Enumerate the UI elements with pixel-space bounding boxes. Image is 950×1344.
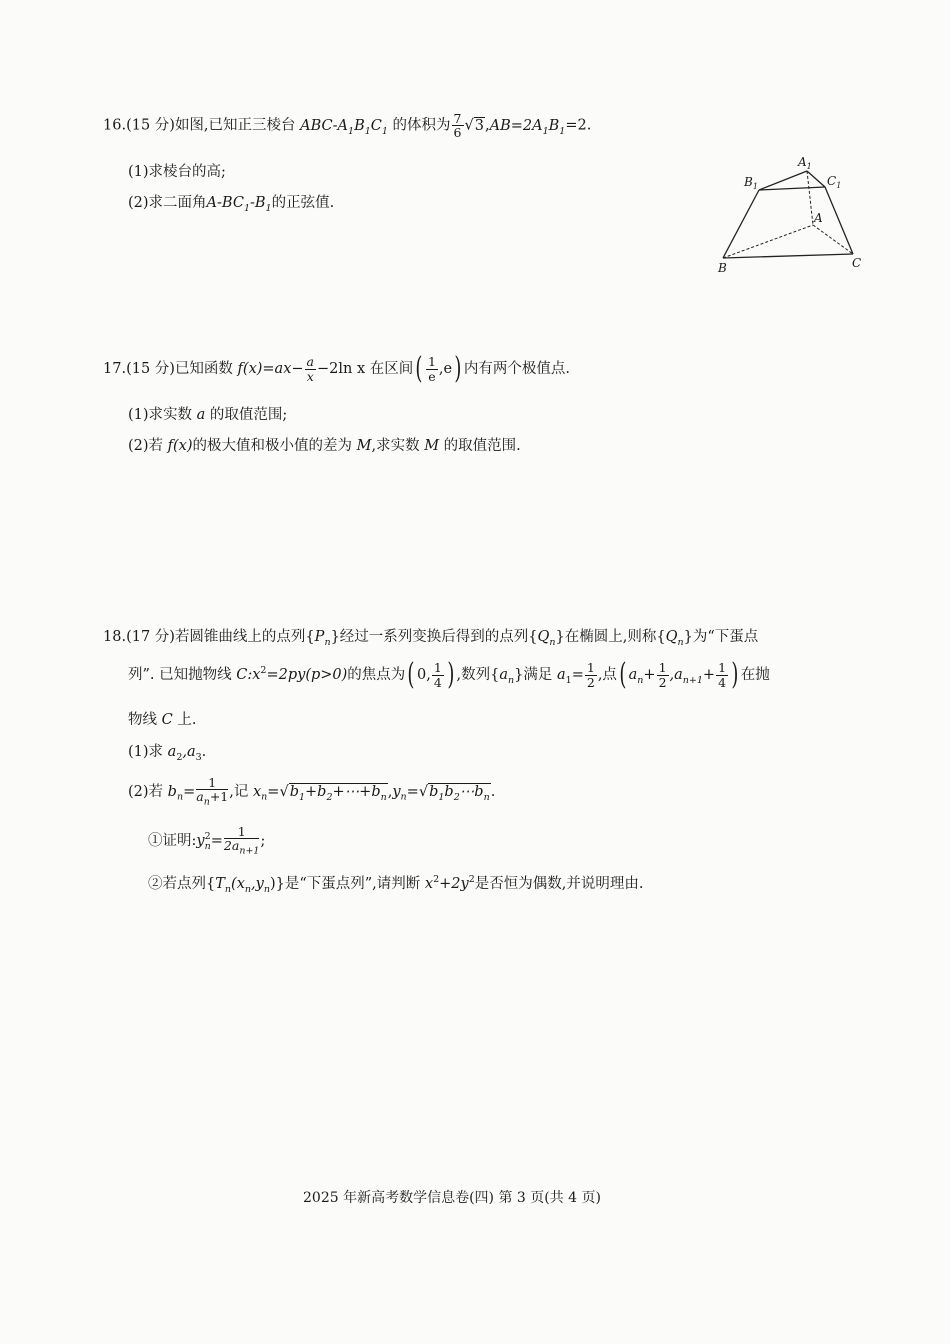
q18-part-1: (1)求 $a_2,a_3$. [128,744,207,763]
q16-volume-root: 3 [474,117,484,134]
frustum-figure [710,150,875,280]
q18-line-1: 18.(17 分)若圆锥曲线上的点列$\{P_n\}$经过一系列变换后得到的点列$\{Q_n\}$在椭圆上,则称$\{Q_n\}$为“下蛋点 [103,629,759,648]
q16-stem: 16.(15 分)如图,已知正三棱台 ABC-$A_1B_1C_1$ 的体积为 $\frac{7}{6}$ $√3,AB=2A_1B_1=2$. [103,111,592,141]
q17-part-1: (1)求实数 a 的取值范围; [128,407,288,423]
label-A1: $A_1$ [798,155,812,171]
q16-condition: $AB=2A_1B_1$ [489,117,566,137]
page-footer: 2025 年新高考数学信息卷(四) 第 3 页(共 4 页) [303,1190,601,1206]
q16-points: (15 分) [126,117,175,134]
q16-text-3: , [484,117,490,134]
q17-interval-fraction: $\frac{1}{e}$ [427,354,436,384]
label-A: A [814,211,823,225]
q18-line-3: 物线 C 上. [128,712,197,728]
label-C: C [852,256,862,270]
q16-number: 16. [103,117,127,134]
q16-part-2: (2)求二面角$A-BC_1-B_1$的正弦值. [128,195,335,214]
q16-part-1: (1)求棱台的高; [128,164,226,180]
q16-condition-end: =2. [565,117,592,134]
q17-part-2: (2)若 f(x)的极大值和极小值的差为 M,求实数 M 的取值范围. [128,438,521,454]
q16-text-1: 如图,已知正三棱台 [174,117,296,134]
label-B: B [718,261,727,275]
q17-fraction: $\frac{a}{x}$ [306,354,314,384]
q18-claim-2: ②若点列$\{T_n(x_n,y_n)\}$是“下蛋点列”,请判断 $x^2+2y^2$是否恒为偶数,并说明理由. [148,874,644,895]
label-B1: $B_1$ [744,175,758,191]
q18-part-2: (2)若 $b_n=$ $\frac{1}{a_n+1}$ ,记 $x_n=√b_1+b_2+\cdots+b_n,y_n=√b_1b_2\cdots b_n$. [128,775,496,808]
label-C1: $C_1$ [827,174,842,190]
q16-solid: ABC-$A_1B_1C_1$ [300,117,388,137]
q16-text-2: 的体积为 [392,117,451,134]
q18-line-2: 列”. 已知抛物线 $C:x^2=2py(p>0)$的焦点为( 0, $\frac{1}{4}$ ) ,数列$\{a_n\}$满足 $a_1=$ $\frac{1}{2}$ ,点( $a_n+$ $\frac{1}{2}$ $,a_{n+1}+$ $\frac{1}{4}$ ) 在抛 [128,657,770,692]
q17-stem: 17.(15 分)已知函数 f(x)=ax− $\frac{a}{x}$ −2ln x 在区间( $\frac{1}{e}$ ,e) 内有两个极值点. [103,351,570,386]
q16-volume-fraction: $\frac{7}{6}$ [453,111,462,141]
q18-claim-1: ①证明$:y^2_n=$ $\frac{1}{2a_{n+1}}$ ; [148,824,266,857]
